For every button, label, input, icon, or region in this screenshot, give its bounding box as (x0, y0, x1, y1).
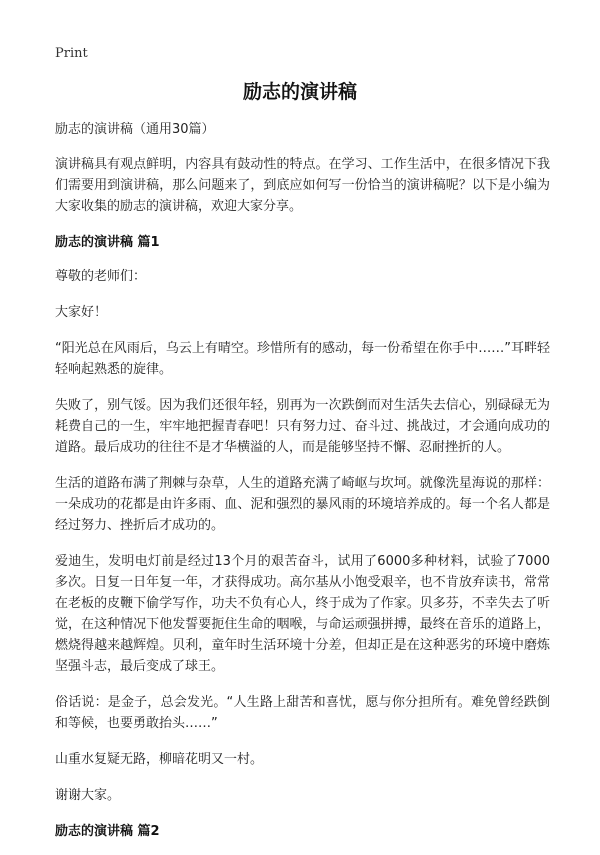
body-paragraph: 山重水复疑无路，柳暗花明又一村。 (55, 752, 264, 767)
closing-line: 谢谢大家。 (55, 788, 121, 803)
section-heading-1: 励志的演讲稿 篇1 (55, 235, 160, 250)
body-paragraph: “阳光总在风雨后，乌云上有晴空。珍惜所有的感动，每一份希望在你手中……”耳畔轻轻响起熟悉的旋律。 (55, 341, 550, 377)
body-paragraph: 俗话说：是金子，总会发光。“人生路上甜苦和喜忧，愿与你分担所有。难免曾经跌倒和等候，也要勇敢抬头……” (55, 695, 550, 731)
body-paragraph: 爱迪生，发明电灯前是经过13个月的艰苦奋斗，试用了6000多种材料，试验了7000多次。日复一日年复一年，才获得成功。高尔基从小饱受艰辛，也不肯放弃读书，常常在老板的皮鞭下偷学写作，功夫不负有心人，终于成为了作家。贝多芬，不幸失去了听觉，在这种情况下他发誓要扼住生命的咽喉，与命运顽强拼搏，最终在音乐的道路上，燃烧得越来越辉煌。贝利，童年时生活环境十分差，但却正是在这种恶劣的环境中磨炼坚强斗志，最后变成了球王。 (55, 554, 550, 674)
greeting: 大家好！ (55, 305, 108, 320)
article-subtitle: 励志的演讲稿（通用30篇） (55, 122, 215, 137)
page-title: 励志的演讲稿 (242, 81, 357, 103)
intro-paragraph: 演讲稿具有观点鲜明，内容具有鼓动性的特点。在学习、工作生活中，在很多情况下我们需要用到演讲稿，那么问题来了，到底应如何写一份恰当的演讲稿呢？以下是小编为大家收集的励志的演讲稿，欢迎大家分享。 (55, 157, 550, 214)
print-link[interactable]: Print (55, 46, 88, 61)
salutation: 尊敬的老师们： (55, 269, 147, 284)
body-paragraph: 生活的道路布满了荆棘与杂草，人生的道路充满了崎岖与坎坷。就像洗星海说的那样：一朵成功的花都是由许多雨、血、泥和强烈的暴风雨的环境培养成的。每一个名人都是经过努力、挫折后才成功的。 (55, 476, 550, 533)
body-paragraph: 失败了，别气馁。因为我们还很年轻，别再为一次跌倒而对生活失去信心，别碌碌无为耗费自己的一生，牢牢地把握青春吧！只有努力过、奋斗过、挑战过，才会通向成功的道路。最后成功的往往不是才华横溢的人，而是能够坚持不懈、忍耐挫折的人。 (55, 398, 550, 455)
article-body (55, 119, 550, 855)
section-heading-2: 励志的演讲稿 篇2 (55, 824, 160, 839)
